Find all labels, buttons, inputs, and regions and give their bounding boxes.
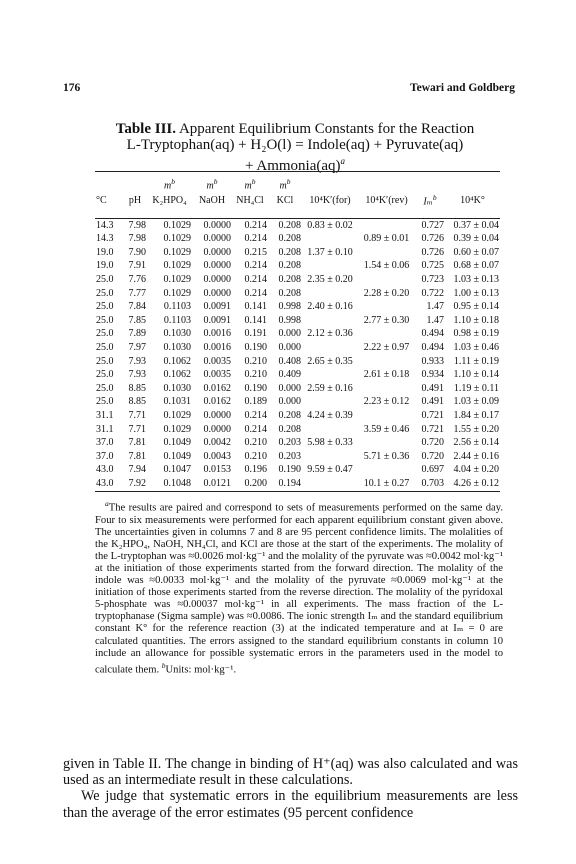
table-cell: 0.000 [278,328,301,340]
table-cell: 2.12 ± 0.36 [307,328,353,340]
table-cell: 0.196 [244,464,267,476]
column-header: NH₄Cl [236,194,264,206]
table-label: Table III. [115,121,176,137]
table-cell: 7.89 [128,328,146,340]
footnote-b-text: Units: mol·kg⁻¹. [165,664,237,676]
table-cell: 2.59 ± 0.16 [307,382,353,394]
table-cell: 0.0016 [203,328,231,340]
table-cell: 7.97 [128,341,146,353]
table-row [95,422,500,436]
group-header-m: $m^b$ [279,177,291,192]
table-row [95,259,500,273]
table-cell: 7.94 [128,464,146,476]
column-header: K₂HPO₄ [152,194,187,206]
table-cell [358,354,415,368]
table-cell: 2.61 ± 0.18 [363,369,410,381]
table-cell: 0.703 [421,477,444,489]
table-cell: 0.208 [278,260,301,272]
table-cell: 0.210 [244,355,267,367]
table-cell: 0.697 [421,464,444,476]
table-cell: 0.1047 [163,464,191,476]
table-cell: 0.95 ± 0.14 [453,301,499,313]
table-cell: 0.208 [278,246,301,258]
table-cell: 0.0153 [203,464,231,476]
table-cell: 25.0 [96,382,114,394]
table-cell: 1.03 ± 0.09 [453,396,499,408]
table-cell: 37.0 [96,450,114,462]
table-cell: 0.141 [244,314,267,326]
table-cell [358,409,415,423]
table-cell: 0.189 [244,396,267,408]
table-cell: 0.215 [244,246,267,258]
table-cell [358,463,415,477]
table-cell: 0.194 [278,477,301,489]
table-cell: 0.0091 [203,314,231,326]
table-cell: 8.85 [128,382,146,394]
table-cell: 0.1029 [163,246,191,258]
table-cell: 2.28 ± 0.20 [363,287,410,299]
table-cell: 0.190 [244,341,267,353]
table-cell: 2.44 ± 0.16 [453,450,499,462]
table-cell: 0.0000 [203,260,231,272]
body-paragraph-2: We judge that systematic errors in the equilibrium measurements are less than the average of the error estimates (95 percent confidence [63,788,518,821]
column-header: 10⁴K′(rev) [365,194,408,206]
table-cell: 25.0 [96,355,114,367]
table-cell: 7.93 [128,369,146,381]
table-cell: 5.71 ± 0.36 [363,450,410,462]
running-header [63,82,515,96]
table-cell: 2.65 ± 0.35 [307,355,353,367]
table-cell: 7.92 [128,477,146,489]
table-cell: 0.0016 [203,341,231,353]
table-cell: 14.3 [96,233,114,245]
table-cell: 10.1 ± 0.27 [363,477,410,489]
table-cell: 25.0 [96,369,114,381]
table-cell: 14.3 [96,219,114,231]
table-cell: 0.0162 [203,382,231,394]
table-cell: 2.35 ± 0.20 [307,274,353,285]
table-cell: 0.1030 [163,328,191,340]
table-top-rule [95,171,500,172]
table-cell: 0.720 [421,437,444,449]
table-cell: 0.214 [244,274,267,285]
table-cell: 0.210 [244,450,267,462]
table-cell: 0.722 [421,287,444,299]
table-cell: 0.934 [421,369,444,381]
group-header-m: $m^b$ [244,177,256,192]
table-cell: 0.190 [244,382,267,394]
caption-line-2: L-Tryptophan(aq) + H₂O(l) = Indole(aq) + Pyruvate(aq) [126,137,464,153]
table-cell: 37.0 [96,437,114,449]
table-cell: 7.81 [128,450,146,462]
table-cell: 0.0000 [203,287,231,299]
table-cell: 0.726 [421,246,444,258]
table-cell: 31.1 [96,423,114,435]
table-cell: 0.1062 [163,355,191,367]
table-cell: 0.60 ± 0.07 [453,246,499,258]
table-cell: 0.68 ± 0.07 [453,260,499,272]
table-cell: 25.0 [96,341,114,353]
table-cell: 19.0 [96,246,114,258]
table-cell: 0.89 ± 0.01 [363,233,410,245]
column-header: NaOH [198,194,226,206]
table-row [95,395,500,409]
table-cell: 0.1103 [163,301,191,313]
table-cell: 1.19 ± 0.11 [453,382,499,394]
caption-footnote-mark: a [340,156,346,166]
table-cell: 0.725 [421,260,444,272]
table-cell: 0.37 ± 0.04 [453,219,499,231]
table-cell: 25.0 [96,328,114,340]
table-cell: 19.0 [96,260,114,272]
table-cell [302,368,358,382]
table-cell: 0.1029 [163,233,191,245]
table-cell [358,246,415,260]
table-cell: 0.1030 [163,382,191,394]
table-cell: 0.721 [421,423,444,435]
table-cell: 25.0 [96,396,114,408]
table-cell [302,313,358,327]
table-caption [95,121,495,174]
table-row [95,477,500,491]
table-cell: 0.1029 [163,423,191,435]
footnote-mark-a: a [105,499,109,508]
table-cell [302,477,358,491]
table-cell: 43.0 [96,464,114,476]
footnote-mark-b: b [161,660,166,670]
table-cell [302,232,358,246]
table-cell: 0.208 [278,233,301,245]
table-cell: 2.23 ± 0.12 [363,396,410,408]
table-cell: 0.214 [244,409,267,421]
group-header-m: $m^b$ [206,177,218,192]
table-cell: 0.203 [278,437,301,449]
column-header: Iₘ$^b$ [423,193,437,208]
table-footnote [95,498,503,676]
table-cell: 0.1049 [163,450,191,462]
table-cell: 7.84 [128,301,146,313]
table-cell: 0.1103 [163,314,191,326]
table-cell: 0.200 [244,477,267,489]
table-cell: 1.84 ± 0.17 [453,409,499,421]
column-header-row [95,191,500,209]
table-cell: 0.203 [278,450,301,462]
table-cell: 0.1029 [163,409,191,421]
table-cell: 4.04 ± 0.20 [453,464,499,476]
table-cell: 7.91 [128,260,146,272]
table-cell: 7.93 [128,355,146,367]
table-row [95,218,500,232]
table-row [95,273,500,287]
table-cell: 4.26 ± 0.12 [453,477,499,489]
table-cell: 8.85 [128,396,146,408]
table-cell: 0.214 [244,287,267,299]
body-paragraph-1: given in Table II. The change in binding of H⁺(aq) was also calculated and was used as an intermediate result in these calculations. [63,756,518,789]
table-cell: 7.90 [128,246,146,258]
table-bottom-rule [95,491,500,492]
running-authors: Tewari and Goldberg [409,82,515,94]
group-header-row [95,177,500,191]
table-cell [358,218,415,232]
column-header: KCl [276,194,294,206]
table-cell: 1.37 ± 0.10 [307,246,353,258]
table-cell: 7.81 [128,437,146,449]
table-row [95,436,500,450]
group-header-m: $m^b$ [164,177,175,192]
table-cell: 0.0035 [203,355,231,367]
column-header: °C [96,194,107,206]
table-cell: 0.98 ± 0.19 [453,328,499,340]
table-cell: 0.494 [421,341,444,353]
table-cell: 1.10 ± 0.18 [453,314,499,326]
table-cell: 0.0000 [203,219,231,231]
table-cell: 0.208 [278,423,301,435]
table-cell: 25.0 [96,287,114,299]
table-cell: 0.0121 [203,477,231,489]
table-cell: 0.208 [278,287,301,299]
table-body [95,218,500,490]
table-cell: 0.000 [278,341,301,353]
table-cell: 0.1029 [163,274,191,285]
table-cell: 0.0000 [203,423,231,435]
table-cell [358,300,415,314]
table-cell: 0.000 [278,382,301,394]
table-cell: 0.0162 [203,396,231,408]
table-cell: 0.1048 [163,477,191,489]
table-cell: 1.00 ± 0.13 [453,287,499,299]
table-cell: 0.214 [244,219,267,231]
table-cell: 0.491 [421,396,444,408]
table-cell: 0.000 [278,396,301,408]
table-cell: 7.71 [128,423,146,435]
body-text [63,756,518,821]
table-cell: 0.721 [421,409,444,421]
table-row [95,449,500,463]
table-cell: 0.0091 [203,301,231,313]
table-row [95,368,500,382]
table-cell: 0.214 [244,260,267,272]
table-cell: 9.59 ± 0.47 [307,464,353,476]
table-cell: 0.933 [421,355,444,367]
table-cell: 0.141 [244,301,267,313]
table-cell [302,286,358,300]
table-cell [358,327,415,341]
table-cell: 2.40 ± 0.16 [307,301,353,313]
table-cell: 1.10 ± 0.14 [453,369,499,381]
table-cell: 0.0000 [203,274,231,285]
table-cell: 0.0000 [203,233,231,245]
table-cell: 0.214 [244,233,267,245]
table-row [95,246,500,260]
table-cell [302,259,358,273]
table-cell: 0.998 [278,301,301,313]
table-row [95,327,500,341]
table-cell [302,395,358,409]
table-cell: 0.210 [244,369,267,381]
table-row [95,341,500,355]
table-cell: 0.1030 [163,341,191,353]
table-cell: 0.1062 [163,369,191,381]
caption-line-3: + Ammonia(aq) [244,158,341,174]
table-row [95,232,500,246]
table-cell: 2.56 ± 0.14 [453,437,499,449]
table-cell: 7.85 [128,314,146,326]
table-cell: 0.191 [244,328,267,340]
table-row [95,463,500,477]
table-cell: 1.03 ± 0.13 [453,274,499,285]
table-cell: 0.409 [278,369,301,381]
table-cell: 0.39 ± 0.04 [453,233,499,245]
table-cell: 2.77 ± 0.30 [363,314,410,326]
table-cell: 0.214 [244,423,267,435]
table-cell: 0.408 [278,355,301,367]
table-cell: 0.998 [278,314,301,326]
table-cell: 0.0042 [203,437,231,449]
table-cell [302,422,358,436]
table-cell: 0.208 [278,409,301,421]
table-cell: 0.1029 [163,219,191,231]
table-cell: 1.55 ± 0.20 [453,423,499,435]
table-cell: 0.83 ± 0.02 [307,219,353,231]
table-cell: 1.47 [426,301,444,313]
table-cell: 0.208 [278,219,301,231]
table-cell: 0.726 [421,233,444,245]
table-cell: 7.76 [128,274,146,285]
table-cell: 0.0035 [203,369,231,381]
table-row [95,381,500,395]
table-cell: 5.98 ± 0.33 [307,437,353,449]
table-cell: 0.723 [421,274,444,285]
table-row [95,313,500,327]
table-cell: 0.1031 [163,396,191,408]
table-cell: 4.24 ± 0.39 [307,409,353,421]
table-cell: 25.0 [96,274,114,285]
table-row [95,409,500,423]
table-cell: 1.47 [426,314,444,326]
table-cell: 0.1029 [163,287,191,299]
table-cell: 25.0 [96,314,114,326]
table-cell [358,436,415,450]
caption-line-1: Apparent Equilibrium Constants for the Reaction [178,121,475,137]
column-header: 10⁴K′(for) [309,194,351,206]
table-cell: 7.77 [128,287,146,299]
page-number: 176 [63,82,81,94]
table-cell: 0.0043 [203,450,231,462]
column-header: 10⁴K° [460,194,485,206]
column-header: pH [128,194,142,206]
table-cell [358,273,415,287]
table-cell: 0.0000 [203,409,231,421]
table-cell: 25.0 [96,301,114,313]
table-cell: 0.0000 [203,246,231,258]
table-cell: 43.0 [96,477,114,489]
table-cell: 0.727 [421,219,444,231]
table-cell: 7.98 [128,219,146,231]
table-cell: 1.11 ± 0.19 [453,355,499,367]
table-cell: 0.210 [244,437,267,449]
table-row [95,300,500,314]
table-cell: 2.22 ± 0.97 [363,341,410,353]
table-row [95,354,500,368]
equilibrium-table [95,177,500,490]
table-cell: 3.59 ± 0.46 [363,423,410,435]
table-cell: 31.1 [96,409,114,421]
table-cell: 1.03 ± 0.46 [453,341,499,353]
table-cell: 0.1029 [163,260,191,272]
table-cell: 0.1049 [163,437,191,449]
table-cell: 0.494 [421,328,444,340]
table-cell [358,381,415,395]
table-cell: 7.98 [128,233,146,245]
footnote-a-text: The results are paired and correspond to sets of measurements performed on the same day. Four to six measurements were performed for each apparent equilibrium constant given above. The uncertainties given in columns 7 and 8 are 95 percent confidence limits. The molalities of the K₂HPO₄, NaOH, NH₄Cl, and KCl are those at the start of the experiments. The molality of the L-tryptophan was ≈0.0026 mol·kg⁻¹ and the molality of the pyruvate was ≈0.0042 mol·kg⁻¹ at the initiation of those experiments started from the forward direction. The molality of the indole was ≈0.0033 mol·kg⁻¹ and the molality of the pyruvate ≈0.0069 mol·kg⁻¹ at the initiation of those experiments started from the reverse direction. The molality of the pyridoxal 5-phosphate was ≈0.00037 mol·kg⁻¹ in all experiments. The mass fraction of the L-tryptophanase (Sigma sample) was ≈0.0086. The ionic strength Iₘ and the standard equilibrium constant K° for the reference reaction (3) at the indicated temperature and at Iₘ = 0 are calculated quantities. The errors assigned to the standard equilibrium constants in column 10 include an allowance for possible systematic errors in the parameters used in the model to calculate them. [95,502,503,676]
table-cell [302,449,358,463]
table-cell: 1.54 ± 0.06 [363,260,410,272]
table-cell: 7.71 [128,409,146,421]
table-cell: 0.190 [278,464,301,476]
table-cell [302,341,358,355]
table-cell: 0.720 [421,450,444,462]
table-cell: 0.491 [421,382,444,394]
table-row [95,286,500,300]
table-cell: 0.208 [278,274,301,285]
